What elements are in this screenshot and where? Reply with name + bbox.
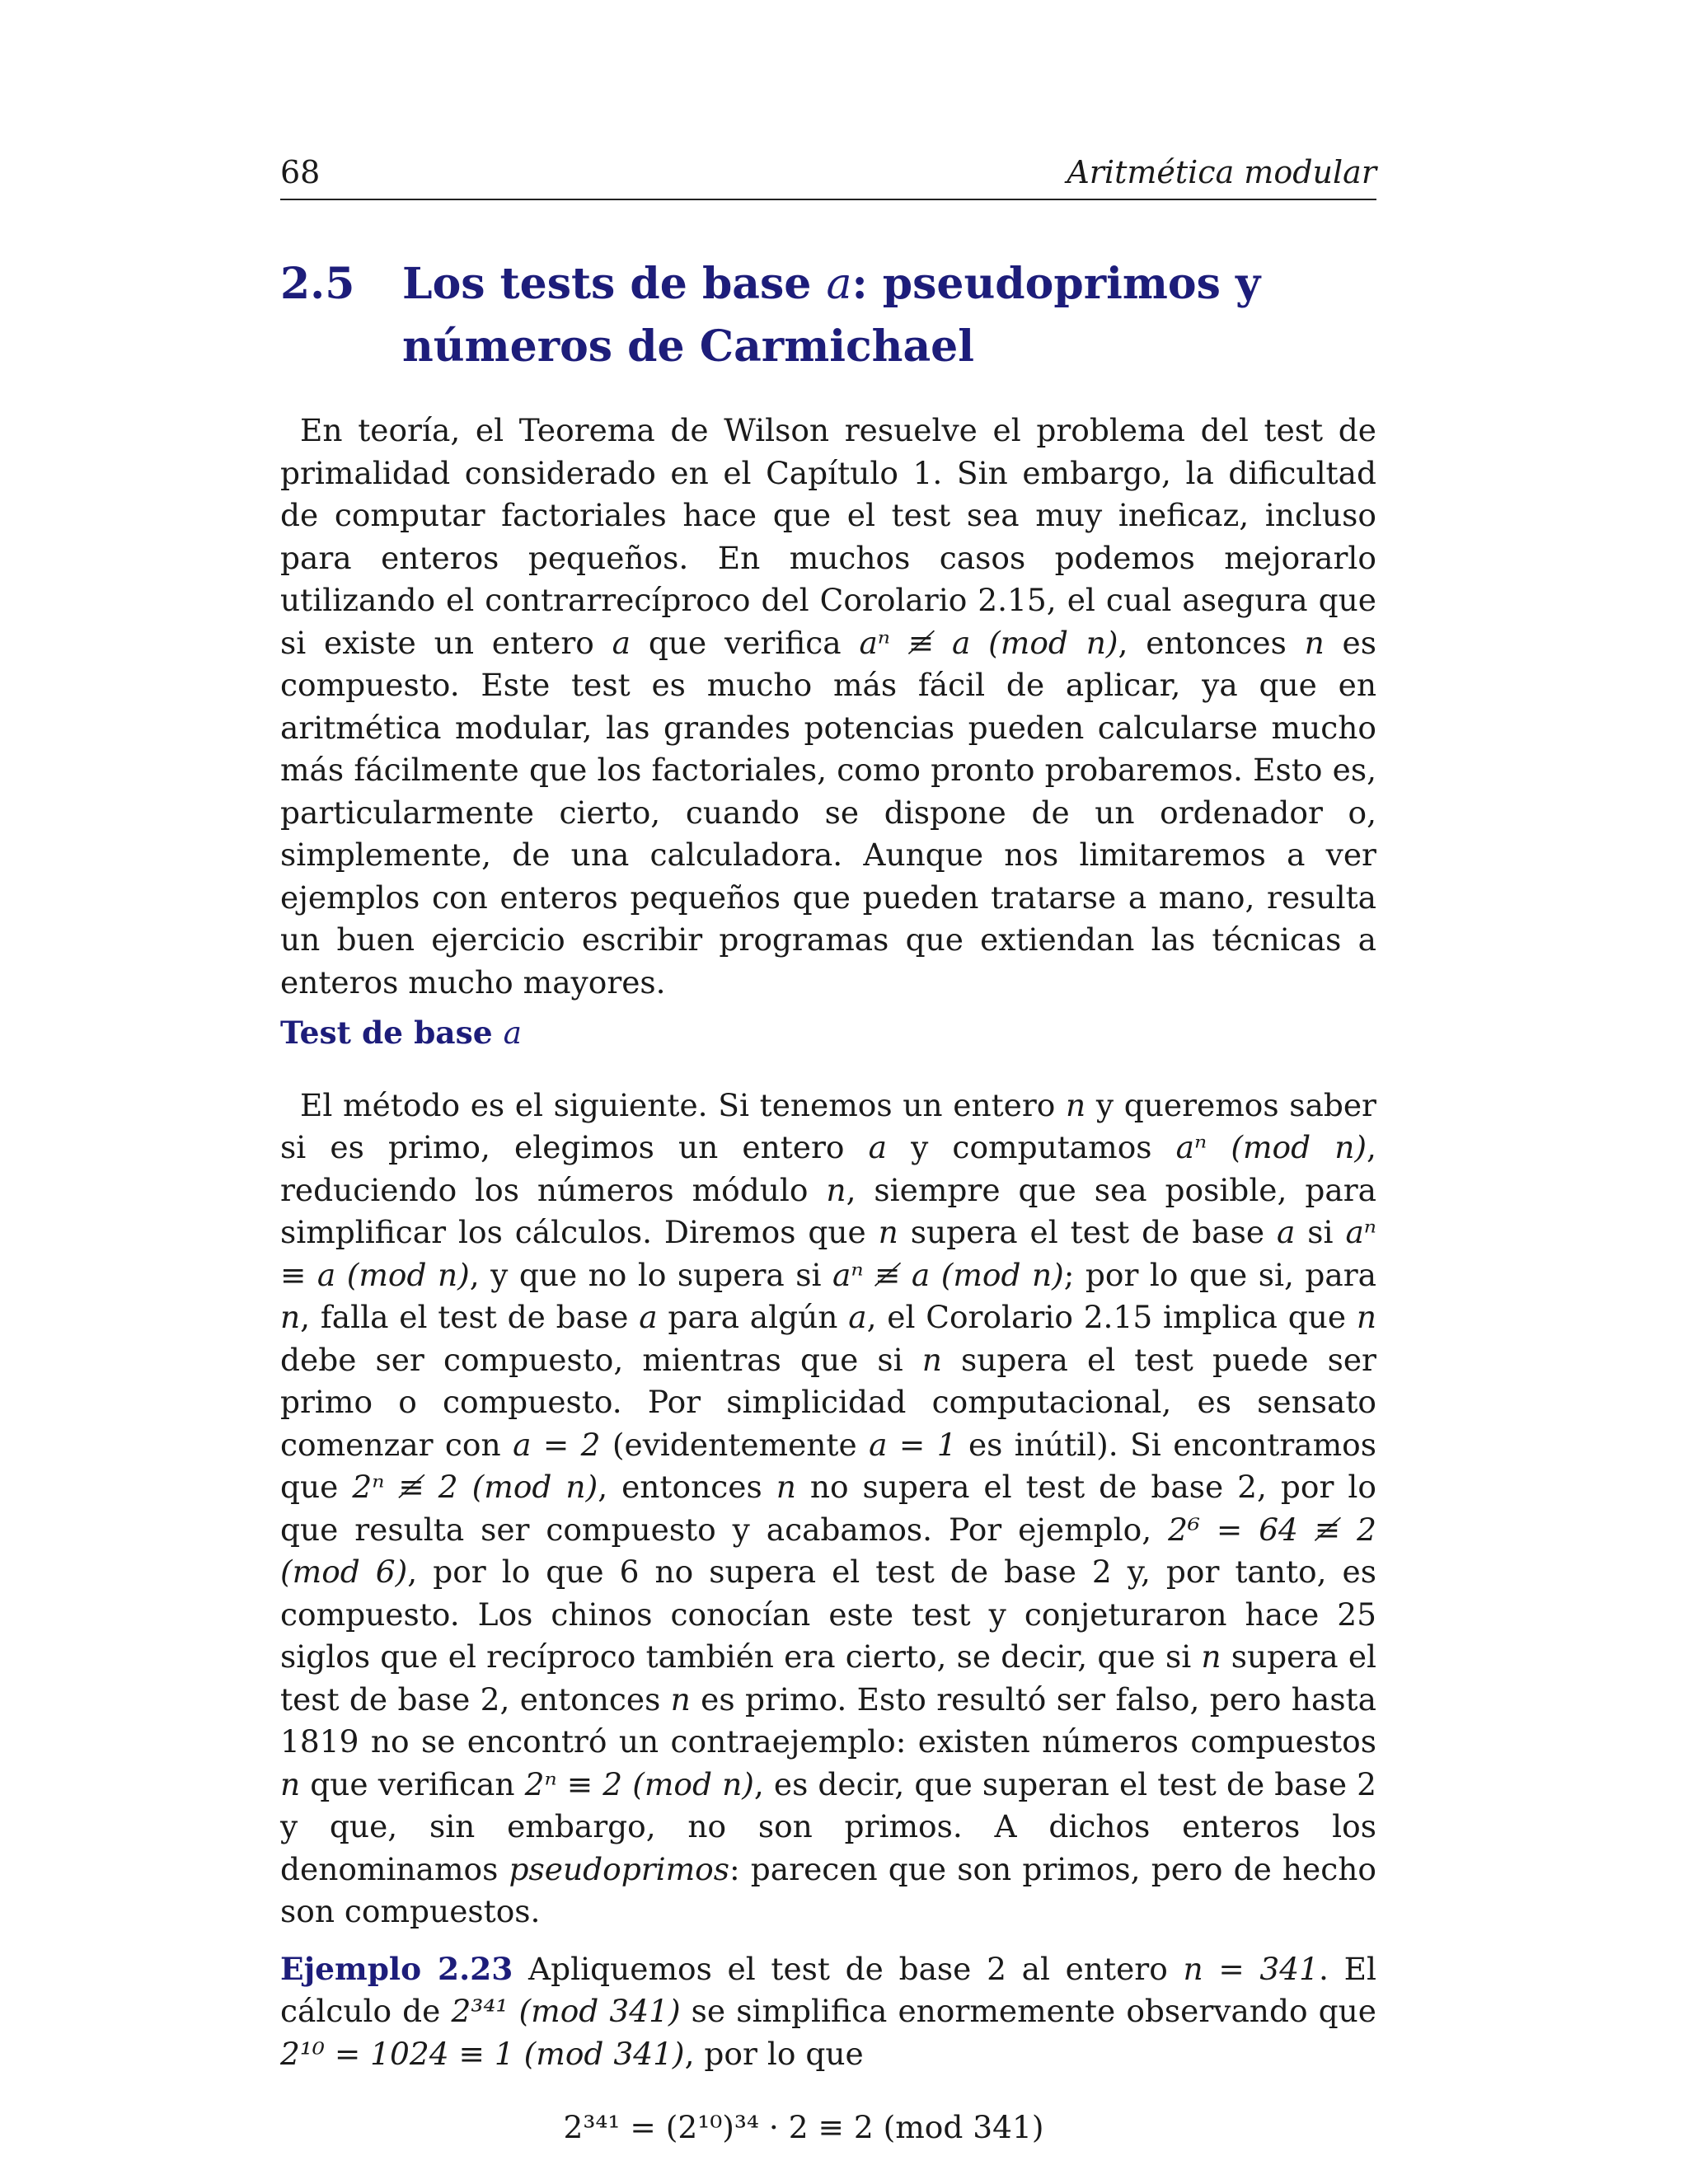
section-title-var: a <box>826 260 852 309</box>
text: que verifica <box>631 624 860 661</box>
text: , el Corolario 2.15 implica que <box>866 1299 1357 1335</box>
math-var: n <box>1304 624 1325 661</box>
paragraph-intro <box>280 410 1376 1004</box>
subheading-text: Test de base <box>280 1015 504 1051</box>
example-label: Ejemplo 2.23 <box>280 1950 513 1987</box>
text: , reduciendo los números módulo <box>280 1129 1376 1208</box>
math-formula: a = 1 <box>869 1426 957 1463</box>
math-var: n <box>776 1469 796 1505</box>
subheading-var: a <box>503 1015 522 1051</box>
math-formula: aⁿ ≢ a (mod n) <box>859 624 1118 661</box>
running-title: Aritmética modular <box>1067 154 1376 190</box>
math-var: n <box>878 1214 898 1250</box>
text: supera el test de base <box>898 1214 1277 1250</box>
text: , por lo que <box>684 2035 864 2072</box>
math-var: n <box>280 1299 301 1335</box>
math-var: a <box>1277 1214 1296 1250</box>
example-paragraph <box>280 1948 1376 2076</box>
text: y computamos <box>886 1129 1176 1165</box>
math-var: n <box>921 1341 942 1378</box>
math-var: n <box>1066 1086 1086 1123</box>
text: es compuesto. Este test es mucho más fácil de aplicar, ya que en aritmética modular, las grandes potencias pueden calcularse mucho más fácilmente que los factoriales, como pronto probaremos. Esto es, particularmente cierto, cuando se dispone de un ordenador o, simplemente, de una calculadora. Aunque nos limitaremos a ver ejemplos con enteros pequeños que pueden tratarse a mano, resulta un buen ejercicio escribir programas que extiendan las técnicas a enteros mucho mayores. <box>280 624 1376 1001</box>
text: supera el test de base 2, entonces <box>280 1638 1377 1718</box>
text: , siempre que sea posible, para simplificar los cálculos. Diremos que <box>280 1171 1377 1250</box>
math-var: n <box>826 1171 846 1208</box>
section-number: 2.5 <box>280 259 355 309</box>
text: para algún <box>657 1299 849 1335</box>
text: y queremos saber si es primo, elegimos un entero <box>280 1086 1376 1165</box>
math-formula: 2¹⁰ = 1024 ≡ 1 (mod 341) <box>280 2035 685 2072</box>
text: (evidentemente <box>600 1426 870 1463</box>
text: ; por lo que si, para <box>1063 1256 1377 1293</box>
text: En teoría, el Teorema de Wilson resuelve el problema del test de primalidad considerado en el Capítulo 1. Sin embargo, la dificultad de computar factoriales hace que el test sea muy ineficaz, incluso para enteros pequeños. En muchos casos podemos mejorarlo utilizando el contrarrecíproco del Corolario 2.15, el cual asegura que si existe un entero <box>280 412 1376 661</box>
text: debe ser compuesto, mientras que si <box>280 1341 922 1378</box>
text: que verifican <box>300 1765 525 1802</box>
text: , falla el test de base <box>300 1299 640 1335</box>
math-formula: 2³⁴¹ (mod 341) <box>451 1993 681 2029</box>
math-formula: aⁿ ≢ a (mod n) <box>832 1256 1064 1293</box>
math-var: a <box>639 1299 658 1335</box>
text: no supera el test de base 2, por lo que resulta ser compuesto y acabamos. Por ejemplo, <box>280 1469 1376 1548</box>
text: , y que no lo supera si <box>469 1256 832 1293</box>
math-var: n <box>1201 1638 1221 1675</box>
text: , por lo que 6 no supera el test de base 2 y, por tanto, es compuesto. Los chinos conocían este test y conjeturaron hace 25 siglos que el recíproco también era cierto, se decir, que si <box>280 1554 1376 1675</box>
paragraph-method <box>280 1085 1376 1933</box>
text: es primo. Esto resultó ser falso, pero hasta 1819 no se encontró un contraejemplo: existen números compuestos <box>280 1680 1376 1760</box>
math-formula: 2ⁿ ≢ 2 (mod n) <box>352 1469 598 1505</box>
subheading <box>280 1012 1376 1055</box>
text: . El cálculo de <box>280 1950 1376 2029</box>
math-var: a <box>848 1299 867 1335</box>
emphasized-term: pseudoprimos <box>509 1850 729 1887</box>
math-formula: n = 341 <box>1183 1950 1320 1987</box>
text: Apliquemos el test de base 2 al entero <box>513 1950 1184 1987</box>
text: supera el test puede ser primo o compuesto. Por simplicidad computacional, es sensato comenzar con <box>280 1341 1376 1463</box>
math-var: n <box>1356 1299 1376 1335</box>
math-formula: 2ⁿ ≡ 2 (mod n) <box>524 1765 754 1802</box>
display-equation: 2³⁴¹ = (2¹⁰)³⁴ · 2 ≡ 2 (mod 341) <box>563 2108 1044 2145</box>
text: , es decir, que superan el test de base 2 y que, sin embargo, no son primos. A dichos enteros los denominamos <box>280 1765 1376 1887</box>
math-var: a <box>868 1129 887 1165</box>
text: El método es el siguiente. Si tenemos un entero <box>300 1086 1067 1123</box>
section-title <box>402 253 1376 378</box>
text: es inútil). Si encontramos que <box>280 1426 1377 1505</box>
math-formula: 2⁶ = 64 ≢ 2 (mod 6) <box>280 1511 1376 1590</box>
section-title-part2: : pseudoprimos y números de Carmichael <box>402 259 1261 372</box>
running-header <box>280 152 1376 200</box>
page-content <box>280 152 1376 2149</box>
text: : parecen que son primos, pero de hecho son compuestos. <box>280 1850 1376 1929</box>
section-title-part1: Los tests de base <box>402 259 827 309</box>
math-formula: a = 2 <box>513 1426 601 1463</box>
text: si <box>1295 1214 1346 1250</box>
text: se simplifica enormemente observando que <box>680 1993 1376 2029</box>
page-number: 68 <box>280 154 321 190</box>
math-var: n <box>280 1765 301 1802</box>
math-var: a <box>612 624 631 661</box>
math-var: n <box>670 1680 691 1718</box>
text: , entonces <box>598 1469 776 1505</box>
section-heading <box>280 253 1376 378</box>
math-formula: aⁿ (mod n) <box>1175 1129 1367 1165</box>
text: , entonces <box>1118 624 1305 661</box>
math-formula: aⁿ ≡ a (mod n) <box>280 1214 1377 1293</box>
